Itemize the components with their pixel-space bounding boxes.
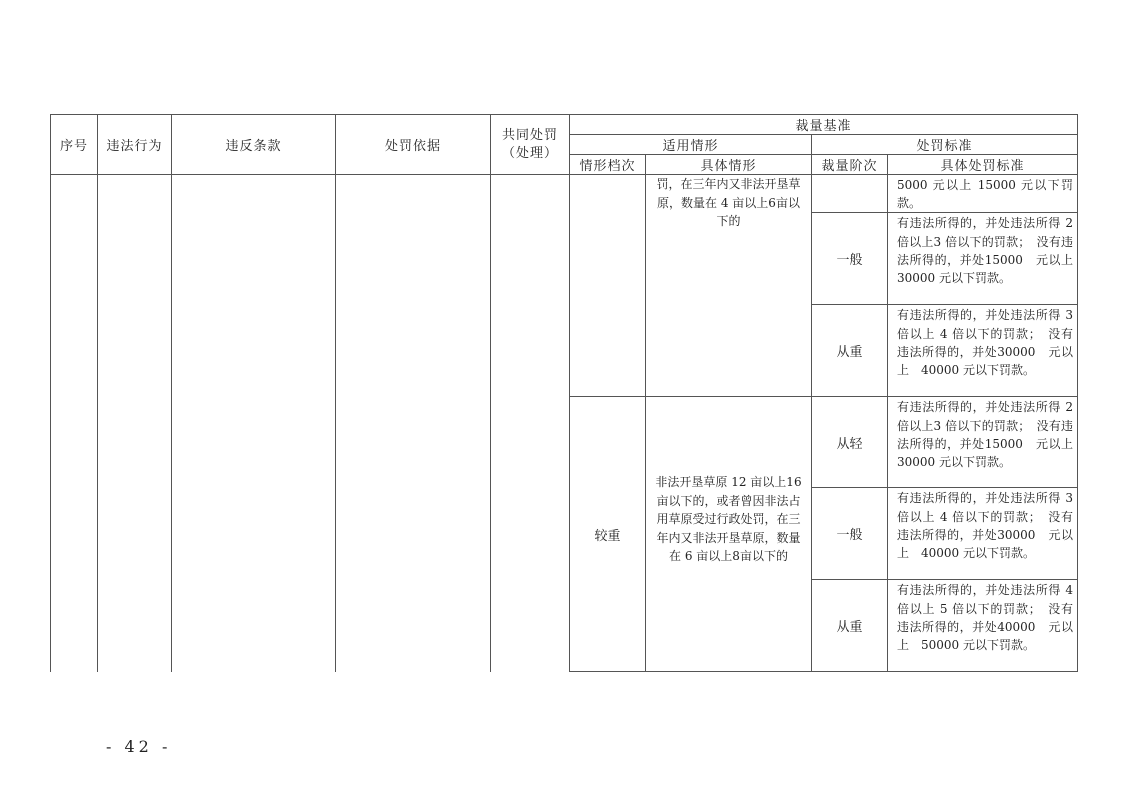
specific-situation-text: 非法开垦草原 12 亩以上16 亩以下的，或者曾因非法占用草原受过行政处罚，在三年内又非法开垦草原，数量在 6 亩以上8亩以下的: [655, 475, 802, 564]
discretion-stage-cell: 一般: [812, 488, 888, 580]
penalty-basis-cell: [336, 175, 491, 672]
header-situation-level: 情形档次: [570, 155, 646, 175]
penalty-standard-cell: 5000 元以上 15000 元以下罚 款。: [888, 175, 1078, 213]
discretion-stage-cell: [812, 175, 888, 213]
header-violated-clause: 违反条款: [172, 115, 336, 175]
violated-clause-cell: [172, 175, 336, 672]
header-joint-penalty-text: 共同处罚（处理）: [501, 127, 558, 161]
specific-situation-cell: [646, 397, 812, 672]
penalty-standard-cell: 有违法所得的，并处违法所得 3 倍以上 4 倍以下的罚款； 没有违法所得的，并处30000 元以上 40000 元以下罚款。: [888, 488, 1078, 580]
header-seq: 序号: [51, 115, 98, 175]
discretion-standards-table: [50, 114, 1086, 672]
header-discretion-stage: 裁量阶次: [812, 155, 888, 175]
discretion-stage-cell: 一般: [812, 213, 888, 305]
page-number: - 42 -: [106, 737, 172, 756]
header-applicable-situation: 适用情形: [570, 135, 812, 155]
header-violation: 违法行为: [98, 115, 172, 175]
header-specific-penalty-standard: 具体处罚标准: [888, 155, 1078, 175]
header-penalty-standard: 处罚标准: [812, 135, 1078, 155]
violation-cell: [98, 175, 172, 672]
penalty-standard-cell: 有违法所得的，并处违法所得 2 倍以上3 倍以下的罚款； 没有违法所得的，并处15000 元以上 30000 元以下罚款。: [888, 213, 1078, 305]
discretion-stage-cell: 从轻: [812, 397, 888, 488]
penalty-standard-cell: 有违法所得的，并处违法所得 4 倍以上 5 倍以下的罚款； 没有违法所得的，并处40000 元以上 50000 元以下罚款。: [888, 580, 1078, 672]
joint-penalty-cell: [491, 175, 570, 672]
penalty-standard-cell: 有违法所得的，并处违法所得 2 倍以上3 倍以下的罚款； 没有违法所得的，并处15000 元以上 30000 元以下罚款。: [888, 397, 1078, 488]
discretion-stage-cell: 从重: [812, 580, 888, 672]
seq-cell: [51, 175, 98, 672]
discretion-stage-cell: 从重: [812, 305, 888, 397]
situation-level-cell: 较重: [570, 397, 646, 672]
header-penalty-basis: 处罚依据: [336, 115, 491, 175]
specific-situation-cell: 罚，在三年内又非法开垦草原，数量在 4 亩以上6亩以下的: [646, 175, 812, 397]
table-row: [51, 175, 1078, 213]
penalty-standard-cell: 有违法所得的，并处违法所得 3 倍以上 4 倍以下的罚款； 没有违法所得的，并处30000 元以上 40000 元以下罚款。: [888, 305, 1078, 397]
header-joint-penalty: [491, 115, 570, 175]
situation-level-cell: [570, 175, 646, 397]
header-specific-situation: 具体情形: [646, 155, 812, 175]
header-discretion-benchmark: 裁量基准: [570, 115, 1078, 135]
